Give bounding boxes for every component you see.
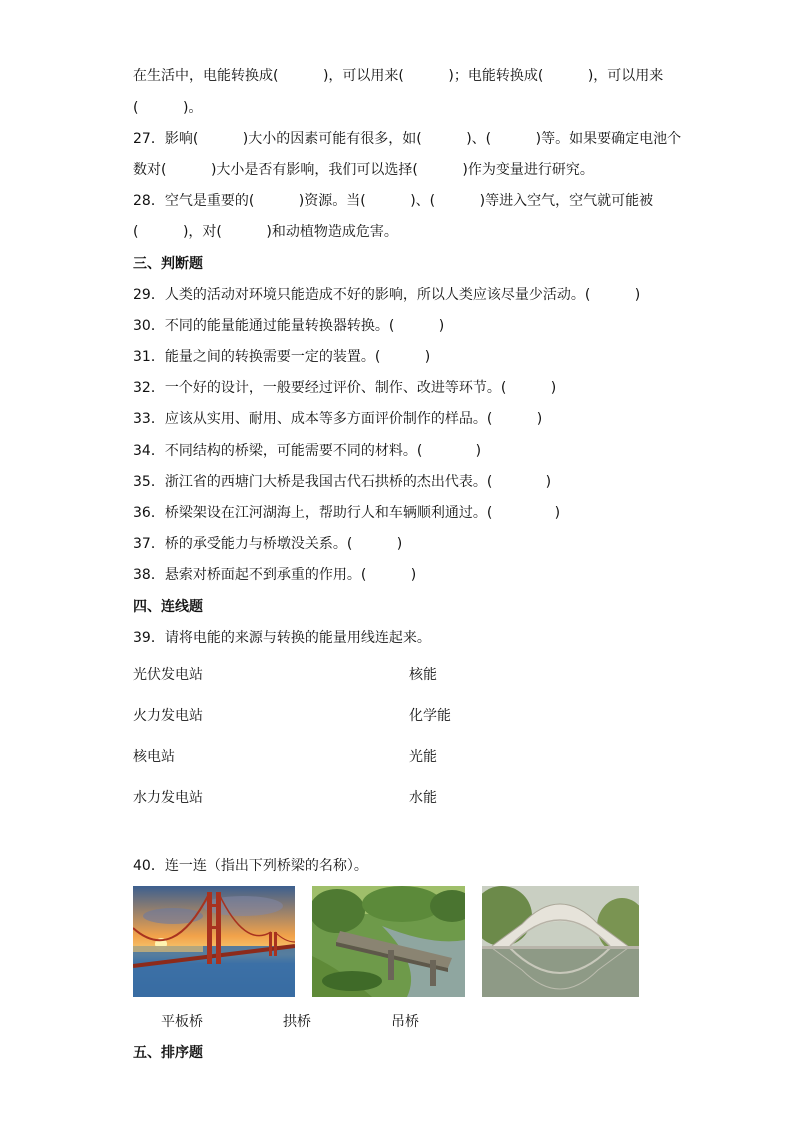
bridge-caption-arch[interactable]: 拱桥	[283, 1014, 311, 1030]
section-heading-judgement: 三、判断题	[133, 256, 203, 272]
judgement-question: 32．一个好的设计，一般要经过评价、制作、改进等环节。( )	[133, 380, 557, 396]
match-source-hydro[interactable]: 水力发电站	[133, 790, 203, 806]
bridge-caption-suspension[interactable]: 吊桥	[391, 1014, 419, 1030]
fill-blank-line: ( )。	[133, 100, 203, 116]
judgement-question: 34．不同结构的桥梁，可能需要不同的材料。( )	[133, 443, 482, 459]
fill-blank-line: 在生活中，电能转换成( )，可以用来( )；电能转换成( )，可以用来	[133, 68, 664, 84]
judgement-question: 36．桥梁架设在江河湖海上，帮助行人和车辆顺利通过。( )	[133, 505, 561, 521]
match-source-solar[interactable]: 光伏发电站	[133, 667, 203, 683]
fill-blank-line: ( )，对( )和动植物造成危害。	[133, 224, 398, 240]
bridge-caption-plank[interactable]: 平板桥	[161, 1014, 203, 1030]
fill-blank-line: 27．影响( )大小的因素可能有很多，如( )、( )等。如果要确定电池个	[133, 131, 682, 147]
match-source-thermal[interactable]: 火力发电站	[133, 708, 203, 724]
judgement-question: 33．应该从实用、耐用、成本等多方面评价制作的样品。( )	[133, 411, 543, 427]
match-energy-water[interactable]: 水能	[409, 790, 437, 806]
judgement-question: 37．桥的承受能力与桥墩没关系。( )	[133, 536, 403, 552]
fill-blank-line: 28．空气是重要的( )资源。当( )、( )等进入空气，空气就可能被	[133, 193, 654, 209]
section-heading-ordering: 五、排序题	[133, 1045, 203, 1061]
judgement-question: 35．浙江省的西塘门大桥是我国古代石拱桥的杰出代表。( )	[133, 474, 552, 490]
judgement-question: 29．人类的活动对环境只能造成不好的影响，所以人类应该尽量少活动。( )	[133, 287, 641, 303]
judgement-question: 38．悬索对桥面起不到承重的作用。( )	[133, 567, 417, 583]
plank-bridge-photo[interactable]	[312, 886, 465, 997]
question-40-prompt: 40．连一连（指出下列桥梁的名称）。	[133, 858, 368, 874]
match-energy-light[interactable]: 光能	[409, 749, 437, 765]
fill-blank-line: 数对( )大小是否有影响，我们可以选择( )作为变量进行研究。	[133, 162, 594, 178]
match-energy-nuclear[interactable]: 核能	[409, 667, 437, 683]
judgement-question: 31．能量之间的转换需要一定的装置。( )	[133, 349, 431, 365]
suspension-bridge-photo[interactable]	[133, 886, 295, 997]
judgement-question: 30．不同的能量能通过能量转换器转换。( )	[133, 318, 445, 334]
section-heading-matching: 四、连线题	[133, 599, 203, 615]
question-39-prompt: 39．请将电能的来源与转换的能量用线连起来。	[133, 630, 431, 646]
match-energy-chemical[interactable]: 化学能	[409, 708, 451, 724]
arch-bridge-photo[interactable]	[482, 886, 639, 997]
match-source-nuclear[interactable]: 核电站	[133, 749, 175, 765]
